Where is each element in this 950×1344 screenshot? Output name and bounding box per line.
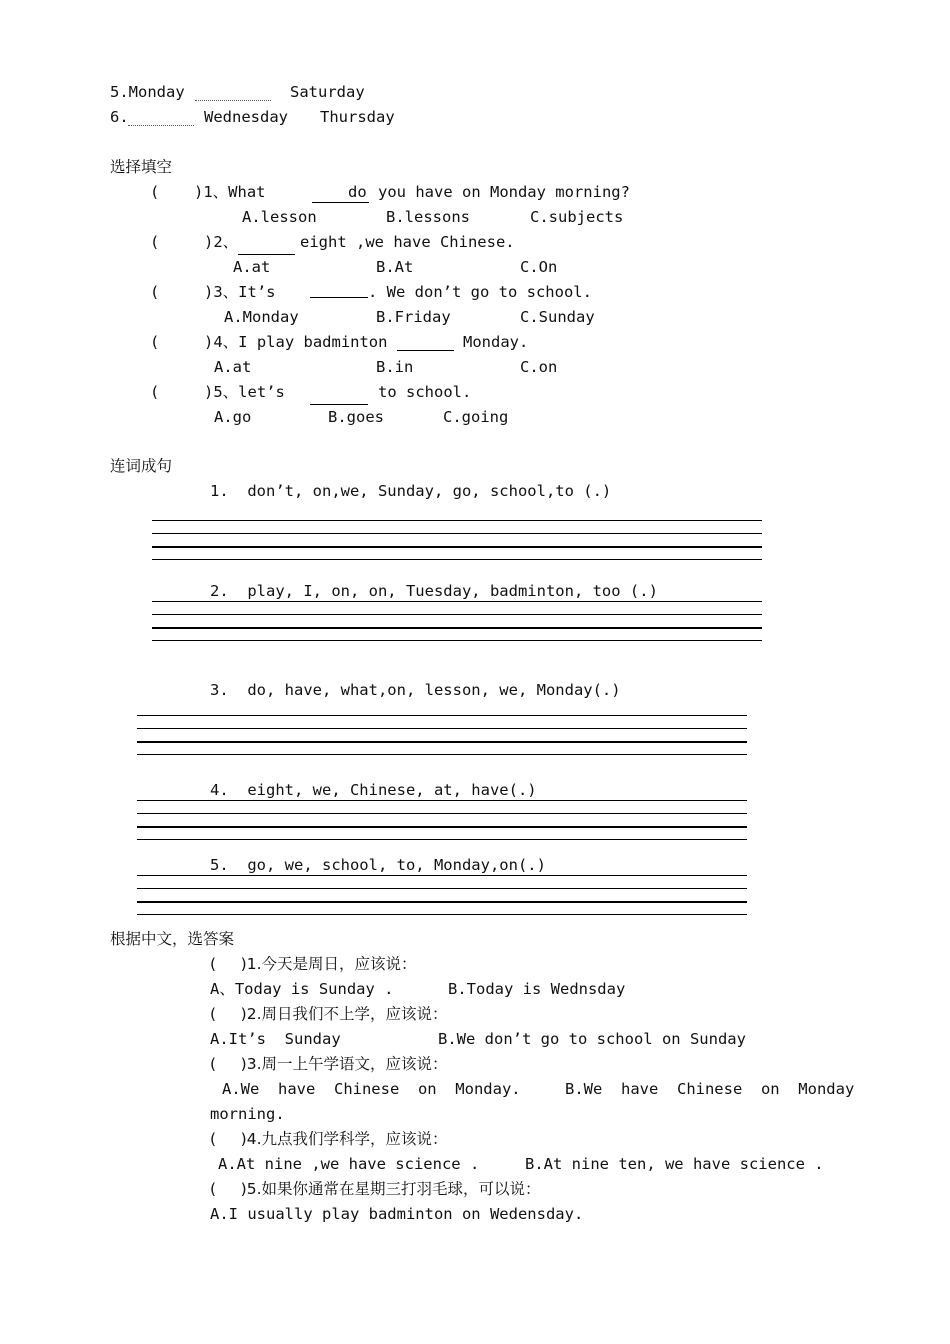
- mc-q4-option-b[interactable]: B.in: [376, 358, 414, 376]
- days-item5-blank[interactable]: [195, 100, 271, 101]
- mc-q2-option-c[interactable]: C.On: [520, 258, 558, 276]
- order-s4: 4. eight, we, Chinese, at, have(.): [210, 781, 537, 799]
- mc-q4-option-a[interactable]: A.at: [214, 358, 252, 376]
- mc-q5-paren: (: [150, 383, 160, 401]
- order-s4-line-2[interactable]: [137, 813, 747, 814]
- cn-q1-option-a[interactable]: A、Today is Sunday .: [210, 980, 394, 998]
- mc-q2-paren: (: [150, 233, 160, 251]
- order-s1-line-1[interactable]: [152, 520, 762, 521]
- order-s4-line-4[interactable]: [137, 839, 747, 840]
- order-s3-line-4[interactable]: [137, 754, 747, 755]
- order-s5-line-3[interactable]: [137, 901, 747, 903]
- order-s2-line-4[interactable]: [152, 640, 762, 641]
- cn-q3-option-b-cont[interactable]: morning.: [210, 1105, 285, 1123]
- mc-q5-option-b[interactable]: B.goes: [328, 408, 384, 426]
- cn-q4-option-b[interactable]: B.At nine ten, we have science .: [525, 1155, 824, 1173]
- mc-q3-option-a[interactable]: A.Monday: [224, 308, 299, 326]
- order-s2: 2. play, I, on, on, Tuesday, badminton, too (.): [210, 582, 658, 600]
- mc-q1-stem: )1、What: [194, 183, 266, 201]
- mc-section-title: 选择填空: [110, 158, 173, 176]
- order-s5: 5. go, we, school, to, Monday,on(.): [210, 856, 546, 874]
- mc-q4-stem: )4、I play badminton: [204, 333, 388, 351]
- order-s1-line-3[interactable]: [152, 546, 762, 548]
- cn-q3-prompt: ( )3.周一上午学语文，应该说：: [210, 1055, 448, 1073]
- mc-q1-option-b[interactable]: B.lessons: [386, 208, 470, 226]
- cn-q1-option-b[interactable]: B.Today is Wednsday: [448, 980, 626, 998]
- mc-q5-stem: )5、let’s: [204, 383, 285, 401]
- mc-q1-option-c[interactable]: C.subjects: [530, 208, 624, 226]
- mc-q5-rest: to school.: [378, 383, 472, 401]
- order-s1-line-4[interactable]: [152, 559, 762, 560]
- mc-q2-blank[interactable]: [238, 254, 295, 255]
- mc-q1-rest: you have on Monday morning?: [378, 183, 630, 201]
- order-s3: 3. do, have, what,on, lesson, we, Monday(.): [210, 681, 621, 699]
- order-s5-line-2[interactable]: [137, 888, 747, 889]
- mc-q3-paren: (: [150, 283, 160, 301]
- mc-q3-rest: . We don’t go to school.: [368, 283, 592, 301]
- order-section-title: 连词成句: [110, 457, 173, 475]
- order-s2-line-2[interactable]: [152, 614, 762, 615]
- mc-q1-option-a[interactable]: A.lesson: [242, 208, 317, 226]
- cn-section-title: 根据中文，选答案: [110, 930, 235, 948]
- mc-q1-paren: (: [150, 183, 160, 201]
- order-s3-line-3[interactable]: [137, 741, 747, 743]
- mc-q2-option-b[interactable]: B.At: [376, 258, 414, 276]
- days-item5-answer: Saturday: [290, 83, 365, 101]
- mc-q2-stem: )2、: [204, 233, 239, 251]
- mc-q4-paren: (: [150, 333, 160, 351]
- cn-q4-prompt: ( )4.九点我们学科学，应该说：: [210, 1130, 448, 1148]
- order-s3-line-1[interactable]: [137, 715, 747, 716]
- mc-q1-blank[interactable]: [312, 202, 369, 203]
- cn-q1-prompt: ( )1.今天是周日，应该说：: [210, 955, 417, 973]
- cn-q4-option-a[interactable]: A.At nine ,we have science .: [218, 1155, 480, 1173]
- mc-q2-rest: eight ,we have Chinese.: [300, 233, 515, 251]
- mc-q2-option-a[interactable]: A.at: [233, 258, 271, 276]
- days-item5-lead: 5.Monday: [110, 83, 185, 101]
- order-s3-line-2[interactable]: [137, 728, 747, 729]
- mc-q3-option-b[interactable]: B.Friday: [376, 308, 451, 326]
- order-s5-line-4[interactable]: [137, 914, 747, 915]
- mc-q3-stem: )3、It’s: [204, 283, 276, 301]
- cn-q2-option-b[interactable]: B.We don’t go to school on Sunday: [438, 1030, 746, 1048]
- mc-q1-blank-word: do: [348, 183, 367, 201]
- cn-q3-option-b[interactable]: B.We have Chinese on Monday: [565, 1080, 855, 1098]
- cn-q3-option-a[interactable]: A.We have Chinese on Monday.: [222, 1080, 521, 1098]
- days-item6-lead: 6.: [110, 108, 129, 126]
- mc-q5-blank[interactable]: [310, 404, 368, 405]
- order-s2-line-3[interactable]: [152, 627, 762, 629]
- order-s1-line-2[interactable]: [152, 533, 762, 534]
- order-s4-line-1[interactable]: [137, 800, 747, 801]
- mc-q5-option-c[interactable]: C.going: [443, 408, 509, 426]
- order-s2-line-1[interactable]: [152, 601, 762, 602]
- cn-q5-option-a[interactable]: A.I usually play badminton on Wedensday.: [210, 1205, 584, 1223]
- order-s5-line-1[interactable]: [137, 875, 747, 876]
- mc-q4-blank[interactable]: [397, 350, 454, 351]
- days-item6-blank[interactable]: [128, 125, 194, 126]
- mc-q4-option-c[interactable]: C.on: [520, 358, 558, 376]
- mc-q4-rest: Monday.: [463, 333, 529, 351]
- order-s4-line-3[interactable]: [137, 826, 747, 828]
- mc-q3-blank[interactable]: [310, 297, 368, 298]
- days-item6-mid: Wednesday: [204, 108, 288, 126]
- days-item6-answer: Thursday: [320, 108, 395, 126]
- mc-q3-option-c[interactable]: C.Sunday: [520, 308, 595, 326]
- cn-q5-prompt: ( )5.如果你通常在星期三打羽毛球，可以说：: [210, 1180, 541, 1198]
- order-s1: 1. don’t, on,we, Sunday, go, school,to (.): [210, 482, 612, 500]
- cn-q2-option-a[interactable]: A.It’s Sunday: [210, 1030, 341, 1048]
- mc-q5-option-a[interactable]: A.go: [214, 408, 252, 426]
- cn-q2-prompt: ( )2.周日我们不上学，应该说：: [210, 1005, 448, 1023]
